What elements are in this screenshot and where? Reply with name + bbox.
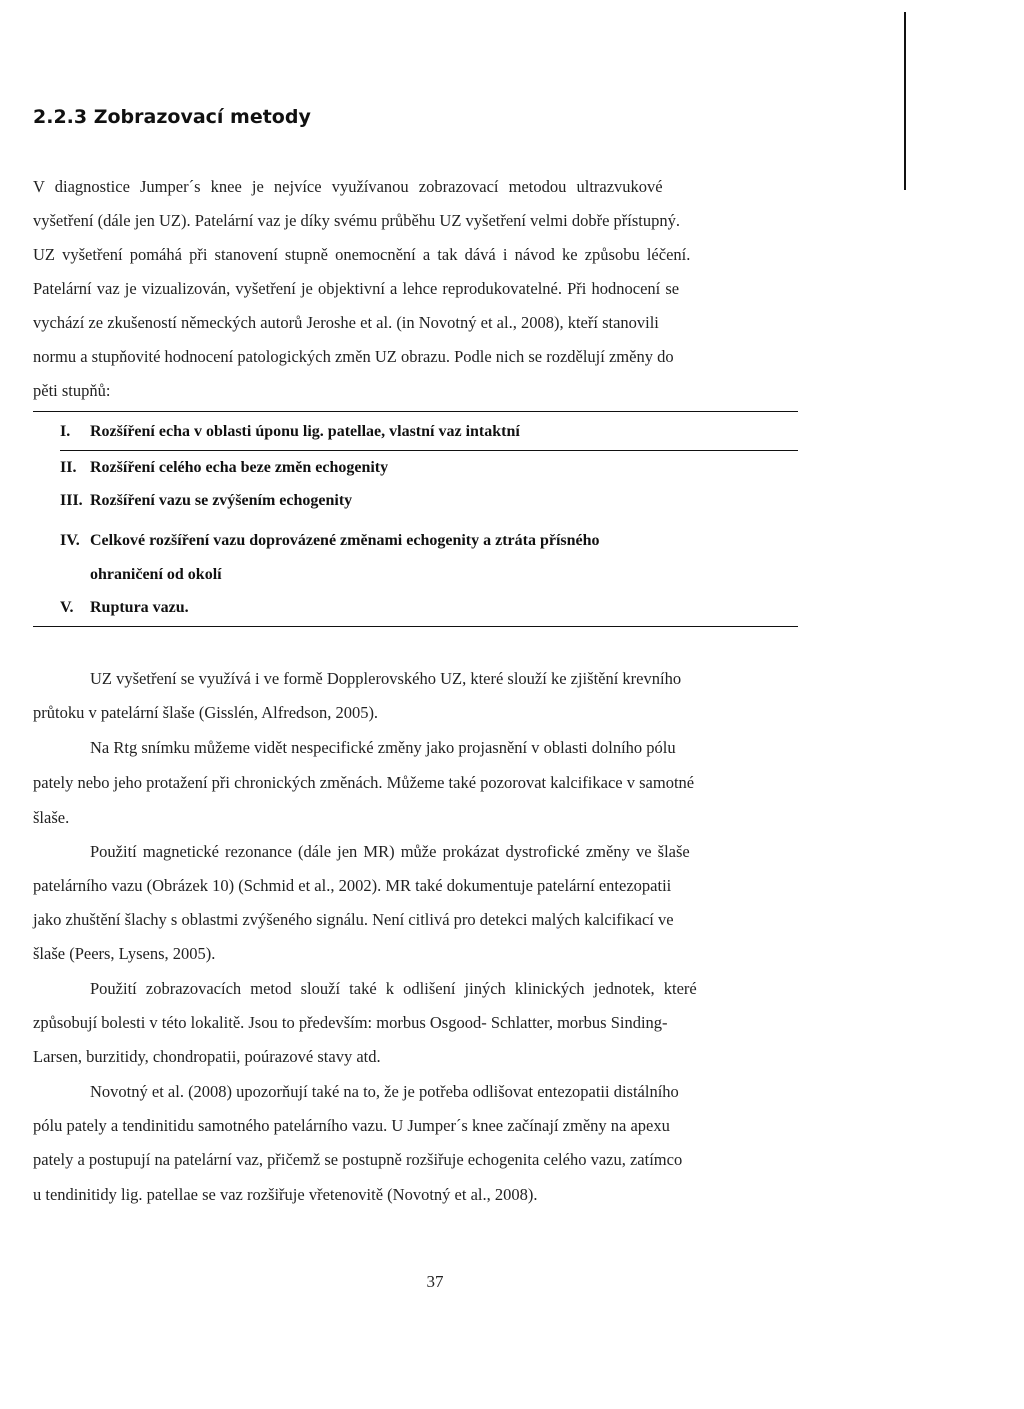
grade-text: Rozšíření vazu se zvýšením echogenity [90,492,353,509]
text-line: UZ vyšetření se využívá i ve formě Dopplerovského UZ, které slouží ke zjištění krevního [90,669,682,688]
grade-number: IV. [60,532,80,549]
table-rule [33,411,798,412]
text-line: pately nebo jeho protažení při chronických změnách. Můžeme také pozorovat kalcifikace v samotné [33,773,695,792]
text-line: normu a stupňovité hodnocení patologických změn UZ obrazu. Podle nich se rozdělují změny do [33,347,674,366]
grade-number: III. [60,492,83,509]
text-line: průtoku v patelární šlaše (Gisslén, Alfredson, 2005). [33,703,379,722]
grade-item [60,420,520,444]
grade-text: Ruptura vazu. [90,599,189,616]
grade-item [60,489,352,513]
text-line: Patelární vaz je vizualizován, vyšetření je objektivní a lehce reprodukovatelné. Při hodnocení se [33,279,680,298]
page-number: 37 [426,1272,444,1291]
table-rule [60,450,798,451]
text-line: jako zhuštění šlachy s oblastmi zvýšeného signálu. Není citlivá pro detekci malých kalcifikací ve [33,910,674,929]
table-rule [33,626,798,627]
grade-item [60,456,388,480]
scan-edge-line [904,12,906,190]
text-line: Larsen, burzitidy, chondropatii, poúrazové stavy atd. [33,1047,381,1066]
text-line: patelárního vazu (Obrázek 10) (Schmid et al., 2002). MR také dokumentuje patelární entezopatii [33,876,672,895]
text-line: šlaše. [33,808,70,827]
text-line: vyšetření (dále jen UZ). Patelární vaz je díky svému průběhu UZ vyšetření velmi dobře přístupný. [33,211,680,230]
text-line: Na Rtg snímku můžeme vidět nespecifické změny jako projasnění v oblasti dolního pólu [90,738,676,757]
text-line: vychází ze zkušeností německých autorů Jeroshe et al. (in Novotný et al., 2008), kteří stanovili [33,313,659,332]
text-line: šlaše (Peers, Lysens, 2005). [33,944,216,963]
grade-text: Celkové rozšíření vazu doprovázené změnami echogenity a ztráta přísného [90,532,600,549]
text-line: V diagnostice Jumper´s knee je nejvíce využívanou zobrazovací metodou ultrazvukové [33,177,663,196]
text-line: pólu pately a tendinitidu samotného patelárního vazu. U Jumper´s knee začínají změny na apexu [33,1116,670,1135]
grade-text: Rozšíření echa v oblasti úponu lig. patellae, vlastní vaz intaktní [90,423,520,440]
text-line: pěti stupňů: [33,381,111,400]
text-line: Novotný et al. (2008) upozorňují také na to, že je potřeba odlišovat entezopatii distálního [90,1082,679,1101]
text-line: Použití magnetické rezonance (dále jen MR) může prokázat dystrofické změny ve šlaše [90,842,690,861]
text-line: způsobují bolesti v této lokalitě. Jsou to především: morbus Osgood- Schlatter, morbus Sinding- [33,1013,668,1032]
grade-text: Rozšíření celého echa beze změn echogenity [90,459,389,476]
grade-number: II. [60,459,77,476]
grade-item [60,563,222,587]
grade-item [60,529,600,553]
text-line: u tendinitidy lig. patellae se vaz rozšiřuje vřetenovitě (Novotný et al., 2008). [33,1185,538,1204]
grade-text: ohraničení od okolí [90,566,222,583]
text-line: UZ vyšetření pomáhá při stanovení stupně onemocnění a tak dává i návod ke způsobu léčení. [33,245,691,264]
section-heading: 2.2.3 Zobrazovací metody [33,106,311,128]
grade-number: I. [60,423,71,440]
grade-number: V. [60,599,74,616]
text-line: pately a postupují na patelární vaz, přičemž se postupně rozšiřuje echogenita celého vazu, zatímco [33,1150,683,1169]
text-line: Použití zobrazovacích metod slouží také k odlišení jiných klinických jednotek, které [90,979,697,998]
grade-item [60,596,189,620]
